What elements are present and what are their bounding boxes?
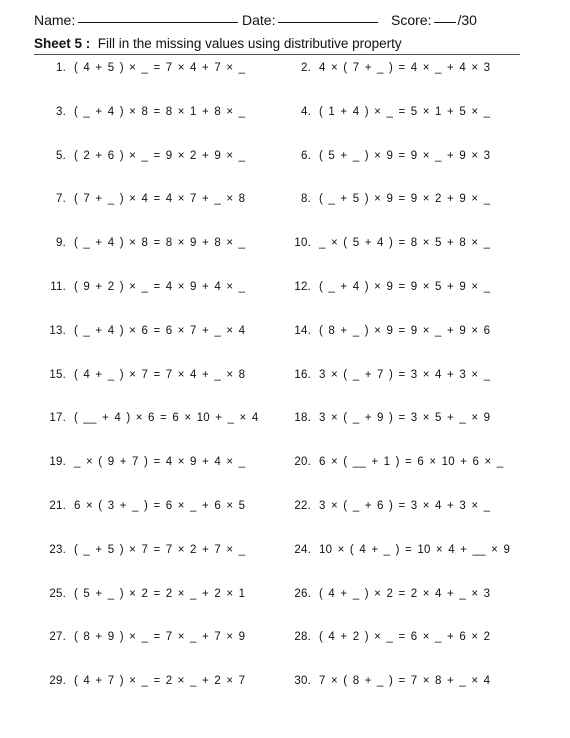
problem-number: 23. — [49, 543, 66, 556]
problem-item — [289, 456, 503, 474]
problem-item — [289, 281, 490, 299]
problem-number: 18. — [294, 412, 311, 425]
problem-number: 30. — [294, 675, 311, 688]
problem-item — [44, 150, 245, 168]
problem-item — [44, 588, 245, 606]
problem-item — [289, 325, 490, 343]
problem-item — [289, 588, 490, 606]
problem-expression: ( 5 + _ ) × 2 = 2 × _ + 2 × 1 — [74, 587, 246, 600]
problem-expression: ( 4 + _ ) × 7 = 7 × 4 + _ × 8 — [74, 368, 246, 381]
problem-item — [44, 631, 245, 649]
problem-item — [44, 193, 245, 211]
problem-number: 1. — [56, 62, 66, 74]
problem-expression: ( 2 + 6 ) × _ = 9 × 2 + 9 × _ — [74, 149, 246, 162]
problem-item — [44, 675, 245, 693]
problem-item — [44, 62, 245, 80]
problem-number: 9. — [56, 237, 66, 250]
problem-number: 12. — [294, 281, 311, 293]
problem-expression: ( 8 + 9 ) × _ = 7 × _ + 7 × 9 — [74, 631, 246, 644]
problem-item — [289, 150, 490, 168]
problem-item — [44, 281, 245, 299]
problem-item — [44, 412, 258, 430]
problem-expression: ( 4 + _ ) × 2 = 2 × 4 + _ × 3 — [319, 587, 491, 600]
problem-item — [44, 456, 245, 474]
problem-number: 6. — [301, 149, 311, 162]
problem-expression: ( 1 + 4 ) × _ = 5 × 1 + 5 × _ — [319, 105, 491, 118]
problem-item — [289, 369, 490, 387]
problem-expression: ( _ + 4 ) × 8 = 8 × 1 + 8 × _ — [74, 105, 246, 118]
problem-number: 26. — [294, 587, 311, 600]
problem-number: 15. — [49, 368, 66, 381]
problem-expression: 3 × ( _ + 9 ) = 3 × 5 + _ × 9 — [319, 412, 491, 425]
score-total: /30 — [457, 12, 477, 28]
problem-number: 10. — [294, 237, 311, 250]
problem-item — [289, 412, 490, 430]
problem-expression: 4 × ( 7 + _ ) = 4 × _ + 4 × 3 — [319, 62, 491, 74]
problem-item — [289, 193, 490, 211]
sheet-title — [34, 36, 520, 55]
problem-number: 5. — [56, 149, 66, 162]
problem-number: 19. — [49, 456, 66, 469]
problem-expression: 10 × ( 4 + _ ) = 10 × 4 + __ × 9 — [319, 543, 511, 556]
problem-number: 2. — [301, 62, 311, 74]
problem-expression: ( 4 + 7 ) × _ = 2 × _ + 2 × 7 — [74, 675, 246, 688]
problem-item — [289, 544, 510, 562]
problem-expression: ( 4 + 5 ) × _ = 7 × 4 + 7 × _ — [74, 62, 246, 74]
problem-item — [44, 500, 245, 518]
date-field — [242, 12, 378, 28]
problem-expression: ( __ + 4 ) × 6 = 6 × 10 + _ × 4 — [74, 412, 259, 425]
problem-expression: 6 × ( __ + 1 ) = 6 × 10 + 6 × _ — [319, 456, 504, 469]
problem-expression: ( _ + 4 ) × 9 = 9 × 5 + 9 × _ — [319, 281, 491, 293]
problem-number: 17. — [49, 412, 66, 425]
sheet-number: Sheet 5 : — [34, 36, 91, 51]
problem-number: 14. — [294, 324, 311, 337]
problem-number: 3. — [56, 105, 66, 118]
date-blank-line — [278, 22, 378, 23]
problem-number: 13. — [49, 324, 66, 337]
problem-item — [289, 106, 490, 124]
problem-number: 29. — [49, 675, 66, 688]
worksheet-header — [34, 12, 534, 34]
problem-expression: ( 7 + _ ) × 4 = 4 × 7 + _ × 8 — [74, 193, 246, 206]
problem-item — [44, 325, 245, 343]
problem-expression: ( 4 + 2 ) × _ = 6 × _ + 6 × 2 — [319, 631, 491, 644]
problem-number: 7. — [56, 193, 66, 206]
problem-expression: 6 × ( 3 + _ ) = 6 × _ + 6 × 5 — [74, 500, 246, 512]
problem-item — [44, 544, 245, 562]
score-blank-line — [434, 22, 456, 23]
problem-expression: 7 × ( 8 + _ ) = 7 × 8 + _ × 4 — [319, 675, 491, 688]
score-label: Score: — [391, 12, 432, 28]
problem-expression: ( _ + 5 ) × 7 = 7 × 2 + 7 × _ — [74, 543, 246, 556]
problem-expression: ( _ + 4 ) × 8 = 8 × 9 + 8 × _ — [74, 237, 246, 250]
score-field — [391, 12, 477, 28]
problem-item — [44, 237, 245, 255]
problem-number: 27. — [49, 631, 66, 644]
problem-item — [289, 631, 490, 649]
problem-number: 28. — [294, 631, 311, 644]
problem-number: 24. — [294, 543, 311, 556]
problem-item — [289, 62, 490, 80]
problem-expression: ( _ + 5 ) × 9 = 9 × 2 + 9 × _ — [319, 193, 491, 206]
problem-expression: _ × ( 5 + 4 ) = 8 × 5 + 8 × _ — [319, 237, 491, 250]
problem-number: 11. — [50, 281, 66, 293]
problem-number: 4. — [301, 105, 311, 118]
problem-expression: ( 8 + _ ) × 9 = 9 × _ + 9 × 6 — [319, 324, 491, 337]
problem-expression: ( 5 + _ ) × 9 = 9 × _ + 9 × 3 — [319, 149, 491, 162]
problem-expression: _ × ( 9 + 7 ) = 4 × 9 + 4 × _ — [74, 456, 246, 469]
problem-item — [289, 500, 490, 518]
sheet-instruction: Fill in the missing values using distributive property — [97, 36, 402, 51]
problem-number: 21. — [49, 500, 66, 512]
problem-item — [289, 237, 490, 255]
problem-expression: 3 × ( _ + 6 ) = 3 × 4 + 3 × _ — [319, 500, 491, 512]
problem-number: 16. — [294, 368, 311, 381]
date-label: Date: — [242, 12, 276, 28]
problem-expression: ( 9 + 2 ) × _ = 4 × 9 + 4 × _ — [74, 281, 246, 293]
problem-expression: 3 × ( _ + 7 ) = 3 × 4 + 3 × _ — [319, 368, 491, 381]
problem-number: 25. — [49, 587, 66, 600]
name-blank-line — [78, 22, 238, 23]
problem-number: 20. — [294, 456, 311, 469]
name-label: Name: — [34, 12, 76, 28]
problem-number: 22. — [294, 500, 311, 512]
name-field — [34, 12, 238, 28]
problem-expression: ( _ + 4 ) × 6 = 6 × 7 + _ × 4 — [74, 324, 246, 337]
problem-number: 8. — [301, 193, 311, 206]
problem-item — [44, 369, 245, 387]
problem-item — [44, 106, 245, 124]
problem-item — [289, 675, 490, 693]
